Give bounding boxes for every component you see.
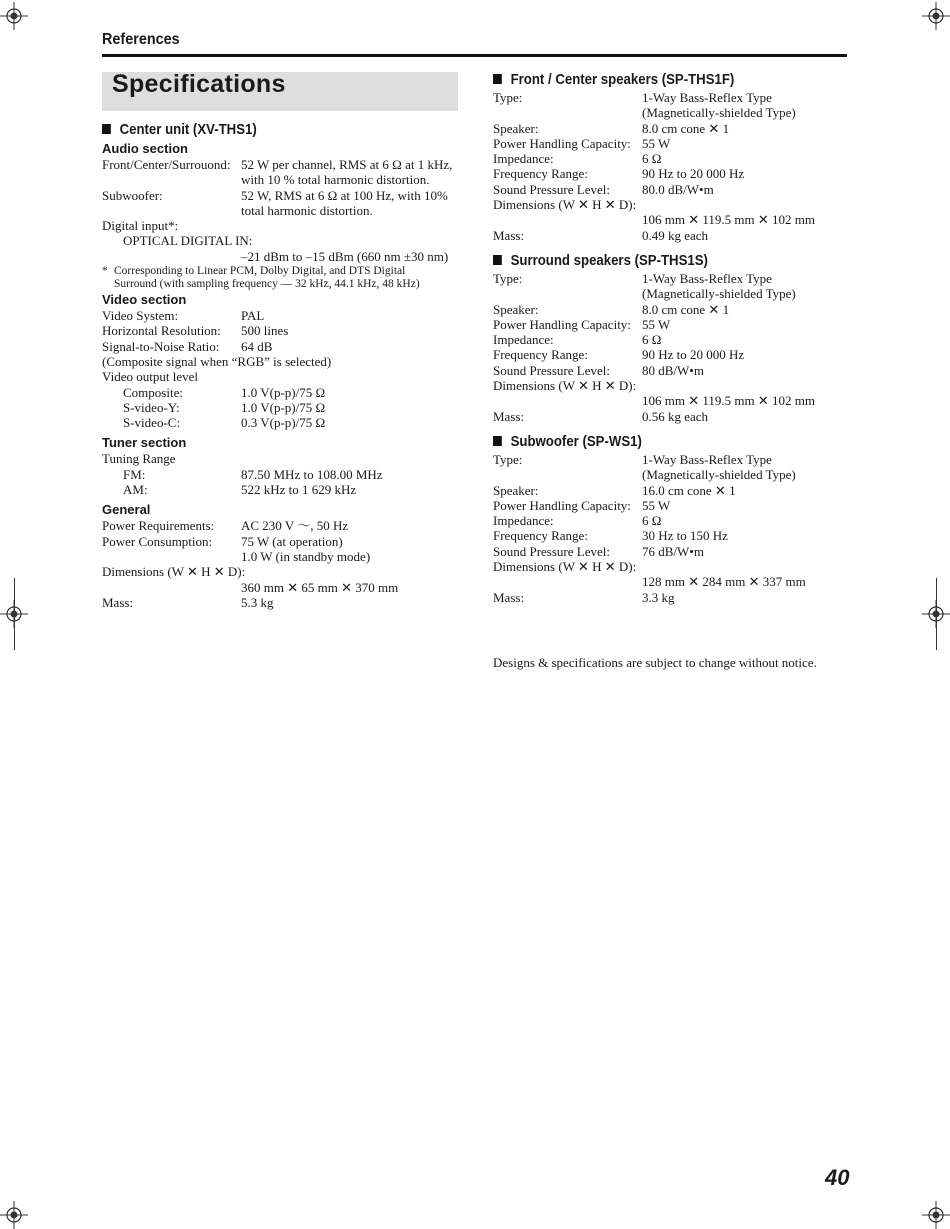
spec-row: Composite: 1.0 V(p-p)/75 Ω <box>123 384 326 400</box>
spec-row: AM: 522 kHz to 1 629 kHz <box>123 482 357 498</box>
spec-note: (Composite signal when “RGB” is selected) <box>102 353 332 369</box>
page-number: 40 <box>825 1165 850 1190</box>
spec-label: Dimensions (W ✕ H ✕ D): <box>493 378 637 394</box>
spec-row: Speaker: 8.0 cm cone ✕ 1 <box>493 301 730 317</box>
spec-row: Type: 1-Way Bass-Reflex Type (Magnetically-shielded Type) <box>493 270 796 302</box>
spec-row: Subwoofer: 52 W, RMS at 6 Ω at 100 Hz, with 10% total harmonic distortion. <box>102 187 448 218</box>
subsection-heading: Video section <box>102 292 187 308</box>
spec-row: Mass: 0.49 kg each <box>493 227 709 243</box>
spec-label: Video output level <box>102 369 198 385</box>
section-heading: Subwoofer (SP-WS1) <box>493 432 805 451</box>
disclaimer-note: Designs & specifications are subject to change without notice. <box>493 655 817 670</box>
section-heading: Front / Center speakers (SP-THS1F) <box>493 70 805 89</box>
subsection-heading: General <box>102 502 151 518</box>
spec-row: Frequency Range: 90 Hz to 20 000 Hz <box>493 347 745 363</box>
spec-label: Dimensions (W ✕ H ✕ D): <box>102 564 246 580</box>
spec-value: 128 mm ✕ 284 mm ✕ 337 mm <box>642 574 806 590</box>
square-bullet-icon <box>493 74 502 84</box>
spec-row: Type: 1-Way Bass-Reflex Type (Magnetically-shielded Type) <box>493 451 796 483</box>
spec-row: Front/Center/Surrouond: 52 W per channel, RMS at 6 Ω at 1 kHz, with 10 % total harmonic distortion. <box>102 157 453 188</box>
spec-value: 360 mm ✕ 65 mm ✕ 370 mm <box>241 579 399 595</box>
spec-value: –21 dBm to –15 dBm (660 nm ±30 nm) <box>241 248 449 264</box>
spec-row: Type: 1-Way Bass-Reflex Type (Magnetically-shielded Type) <box>493 90 796 121</box>
registration-mark-icon <box>922 2 950 30</box>
subsection-heading: Audio section <box>102 141 188 156</box>
spec-label: Dimensions (W ✕ H ✕ D): <box>493 197 637 213</box>
section-heading: Surround speakers (SP-THS1S) <box>493 251 805 270</box>
spec-row: Sound Pressure Level: 80.0 dB/W•m <box>493 181 714 197</box>
page-title-box <box>102 72 458 111</box>
spec-label: Dimensions (W ✕ H ✕ D): <box>493 559 637 575</box>
spec-row: Frequency Range: 90 Hz to 20 000 Hz <box>493 166 745 182</box>
header-rule <box>102 54 847 57</box>
spec-row: Speaker: 8.0 cm cone ✕ 1 <box>493 120 730 136</box>
crop-mark <box>936 578 937 650</box>
spec-value: 106 mm ✕ 119.5 mm ✕ 102 mm <box>642 393 815 409</box>
spec-row: Impedance: 6 Ω <box>493 151 662 167</box>
spec-row: Frequency Range: 30 Hz to 150 Hz <box>493 528 728 544</box>
section-heading: Center unit (XV-THS1) <box>102 120 415 139</box>
crop-mark <box>14 578 15 650</box>
spec-row: FM: 87.50 MHz to 108.00 MHz <box>123 466 383 482</box>
spec-row: Mass: 0.56 kg each <box>493 408 709 424</box>
spec-row: Signal-to-Noise Ratio: 64 dB <box>102 338 273 354</box>
spec-label: OPTICAL DIGITAL IN: <box>123 233 253 249</box>
spec-row: Video System: PAL <box>102 308 265 324</box>
spec-row: Mass: 5.3 kg <box>102 594 274 610</box>
registration-mark-icon <box>0 1201 28 1229</box>
spec-row: Horizontal Resolution: 500 lines <box>102 323 289 339</box>
square-bullet-icon <box>493 255 502 265</box>
registration-mark-icon <box>0 2 28 30</box>
footnote: * Corresponding to Linear PCM, Dolby Digital, and DTS Digital Surround (with sampling frequency — 32 kHz, 44.1 kHz, 48 kHz) <box>102 265 420 290</box>
square-bullet-icon <box>102 124 111 134</box>
spec-row: Sound Pressure Level: 80 dB/W•m <box>493 362 704 378</box>
spec-row: Sound Pressure Level: 76 dB/W•m <box>493 543 704 559</box>
right-column <box>493 70 847 605</box>
spec-row: Speaker: 16.0 cm cone ✕ 1 <box>493 482 736 498</box>
spec-row: Power Handling Capacity: 55 W <box>493 497 671 513</box>
running-header: References <box>102 31 180 48</box>
spec-row: S-video-C: 0.3 V(p-p)/75 Ω <box>123 415 326 431</box>
page-title: Specifications <box>112 70 286 98</box>
square-bullet-icon <box>493 436 502 446</box>
spec-row: Power Handling Capacity: 55 W <box>493 135 671 151</box>
spec-row: Power Handling Capacity: 55 W <box>493 316 671 332</box>
left-column <box>102 72 458 610</box>
spec-value: 106 mm ✕ 119.5 mm ✕ 102 mm <box>642 212 815 228</box>
spec-row: Impedance: 6 Ω <box>493 332 662 348</box>
subsection-heading: Tuner section <box>102 435 187 451</box>
spec-row: Impedance: 6 Ω <box>493 513 662 529</box>
spec-row: Power Consumption: 75 W (at operation) 1.0 W (in standby mode) <box>102 533 371 564</box>
spec-row: Mass: 3.3 kg <box>493 589 675 605</box>
spec-label: Digital input*: <box>102 218 179 234</box>
spec-row: Power Requirements: AC 230 V ～, 50 Hz <box>102 518 349 534</box>
spec-label: Tuning Range <box>102 451 176 467</box>
spec-row: S-video-Y: 1.0 V(p-p)/75 Ω <box>123 399 326 415</box>
registration-mark-icon <box>922 1201 950 1229</box>
